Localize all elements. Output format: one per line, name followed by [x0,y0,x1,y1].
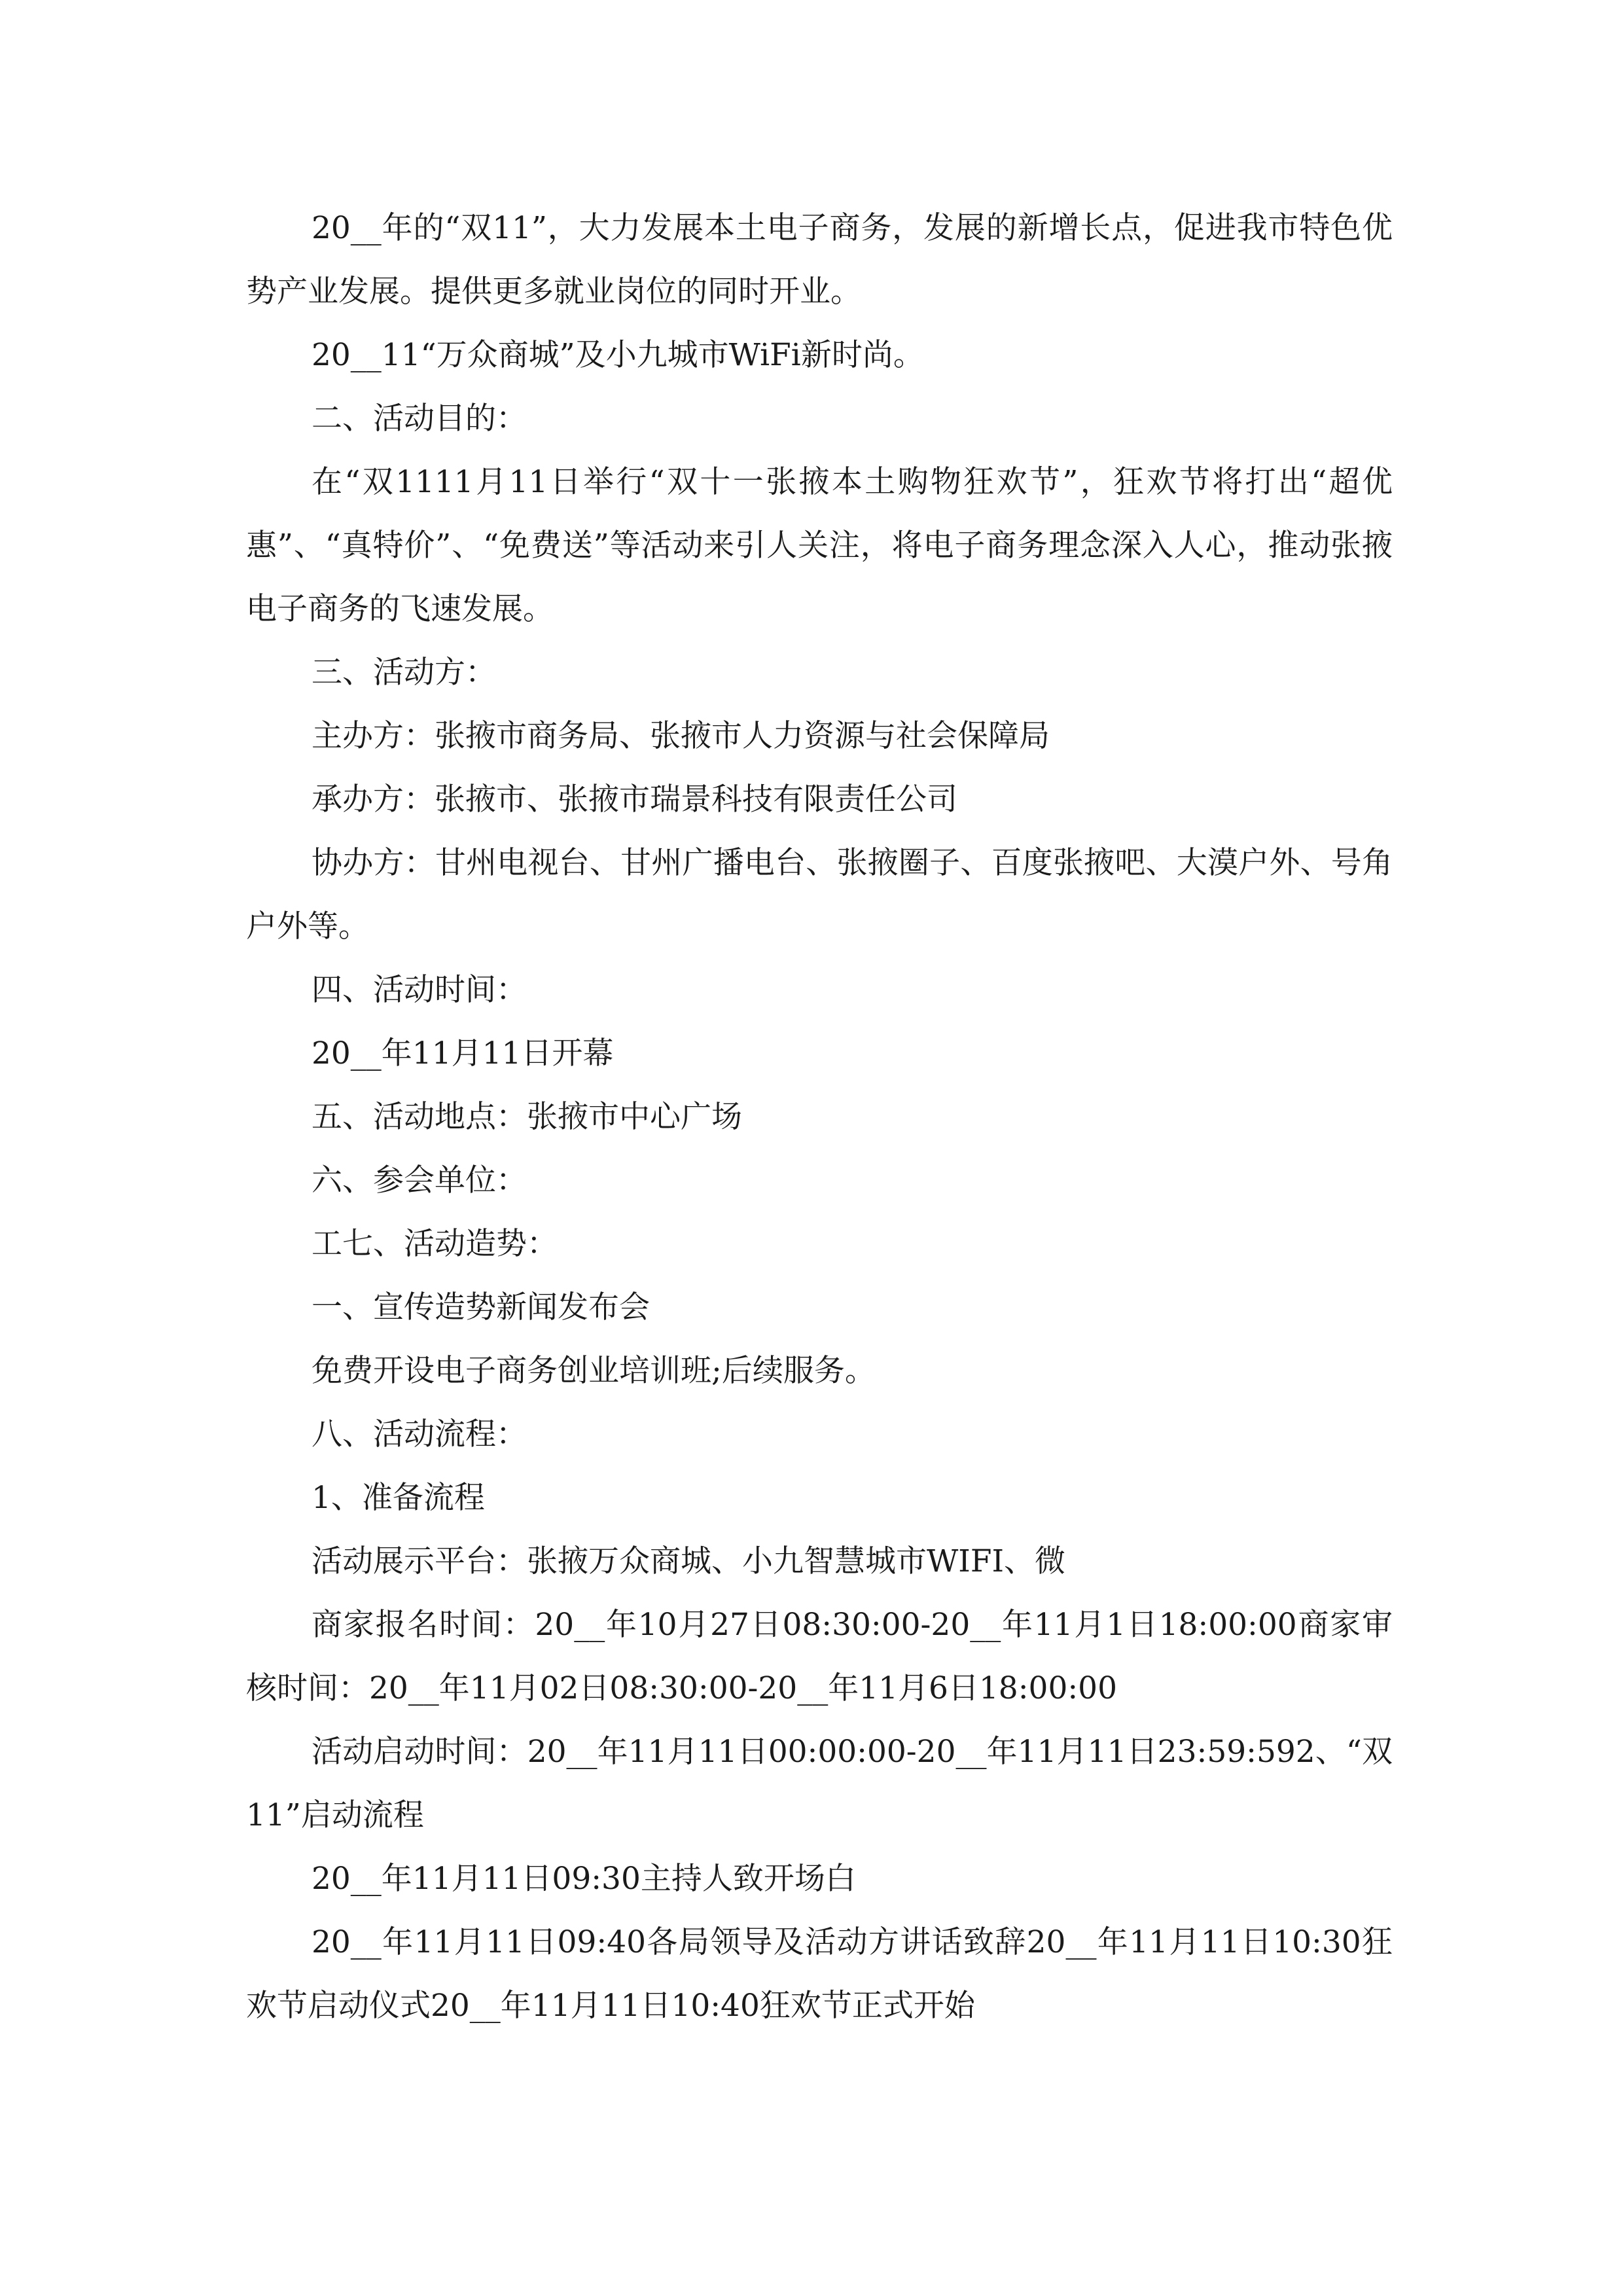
heading-promotion: 工七、活动造势： [312,1226,558,1262]
heading-organizers: 三、活动方： [312,655,496,691]
paragraph-launch-time: 活动启动时间：20__年11月11日00:00:00-20__年11月11日23:59:592、“双11”启动流程 [246,1734,1393,1833]
paragraph-intro: 20__年的“双11”，大力发展本土电子商务，发展的新增长点，促进我市特色优势产业发展。提供更多就业岗位的同时开业。 [246,210,1393,310]
heading-process: 八、活动流程： [312,1416,527,1452]
paragraph-purpose: 在“双1111月11日举行“双十一张掖本土购物狂欢节”，狂欢节将打出“超优惠”、“真特价”、“免费送”等活动来引人关注，将电子商务理念深入人心，推动张掖电子商务的飞速发展。 [246,464,1393,627]
paragraph-training: 免费开设电子商务创业培训班;后续服务。 [312,1353,876,1389]
paragraph-press-conference: 一、宣传造势新闻发布会 [312,1289,650,1325]
document-body [246,196,1393,2037]
paragraph-platform: 活动展示平台：张掖万众商城、小九智慧城市WIFI、微 [312,1543,1066,1579]
paragraph-host: 主办方：张掖市商务局、张掖市人力资源与社会保障局 [312,718,1050,754]
paragraph-theme: 20__11“万众商城”及小九城市WiFi新时尚。 [312,337,924,373]
paragraph-organizer: 承办方：张掖市、张掖市瑞景科技有限责任公司 [312,781,957,817]
heading-participants: 六、参会单位： [312,1162,527,1198]
paragraph-host-opening: 20__年11月11日09:30主持人致开场白 [312,1861,856,1897]
heading-purpose: 二、活动目的： [312,401,527,437]
paragraph-preparation: 1、准备流程 [312,1480,485,1516]
heading-time: 四、活动时间： [312,972,527,1008]
paragraph-schedule: 20__年11月11日09:40各局领导及活动方讲话致辞20__年11月11日10:30狂欢节启动仪式20__年11月11日10:40狂欢节正式开始 [246,1924,1393,2024]
heading-location: 五、活动地点：张掖市中心广场 [312,1099,742,1135]
paragraph-registration-time: 商家报名时间：20__年10月27日08:30:00-20__年11月1日18:00:00商家审核时间：20__年11月02日08:30:00-20__年11月6日18:00:00 [246,1607,1393,1706]
paragraph-opening-date: 20__年11月11日开幕 [312,1035,614,1071]
paragraph-co-organizer: 协办方：甘州电视台、甘州广播电台、张掖圈子、百度张掖吧、大漠户外、号角户外等。 [246,845,1393,944]
